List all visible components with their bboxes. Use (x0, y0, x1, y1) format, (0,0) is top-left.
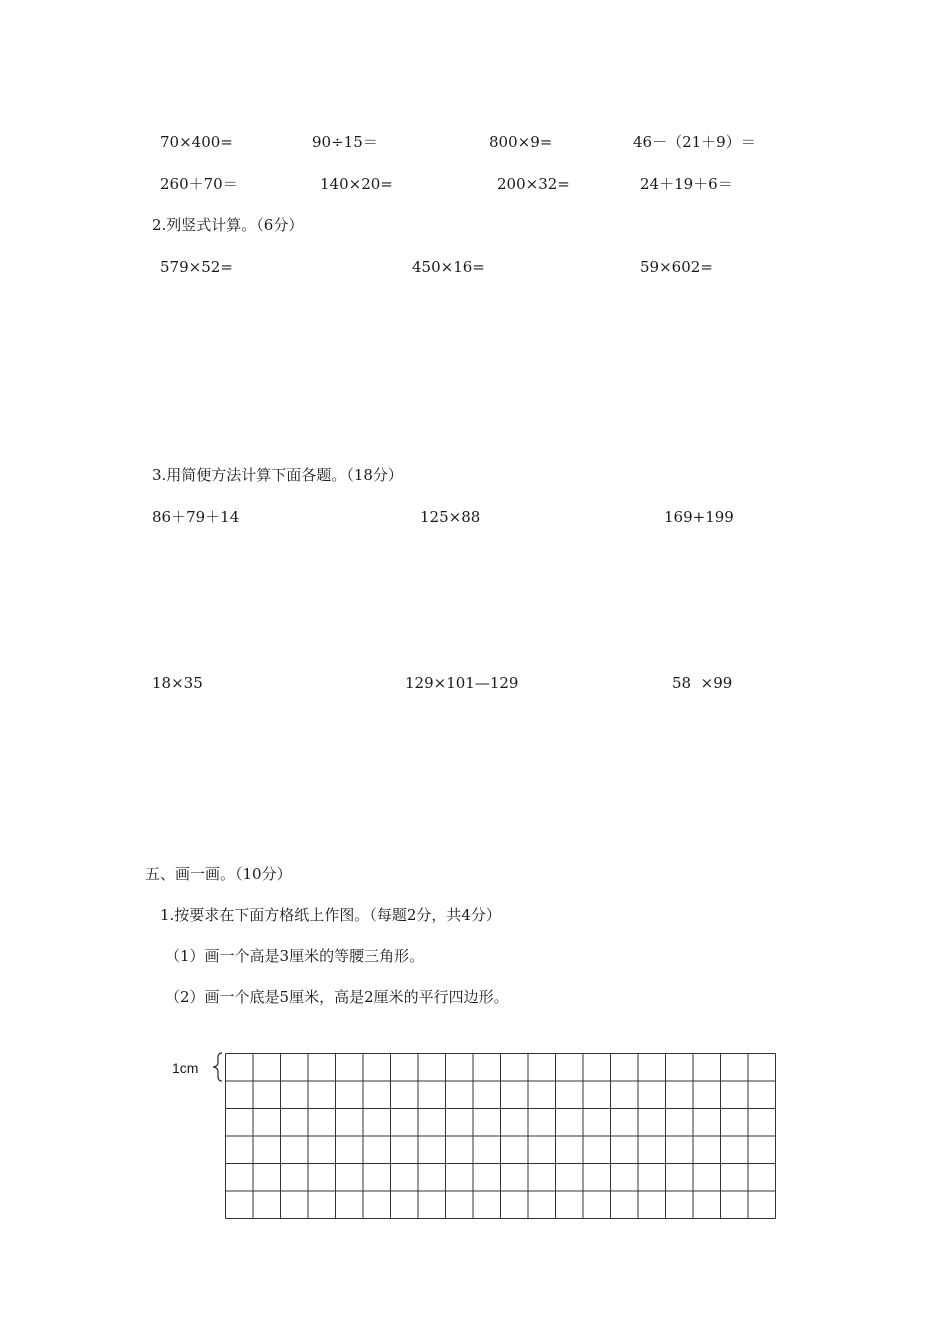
grid-scale-brace (210, 1052, 224, 1082)
part5-sub-1: （1）画一个高是3厘米的等腰三角形。 (165, 947, 425, 965)
oral-calc-1: 70×400= (160, 133, 233, 151)
simplify-problem-2: 125×88 (420, 508, 481, 526)
section3-title: 3.用简便方法计算下面各题。（18分） (152, 466, 403, 484)
oral-calc-7: 200×32= (497, 175, 570, 193)
section2-title: 2.列竖式计算。（6分） (152, 216, 304, 234)
vertical-problem-3: 59×602= (640, 258, 713, 276)
grid-scale-label: 1cm (172, 1060, 199, 1076)
simplify-problem-4: 18×35 (152, 674, 203, 692)
oral-calc-5: 260＋70＝ (160, 175, 238, 193)
oral-calc-4: 46－（21＋9）＝ (633, 133, 756, 151)
simplify-problem-1: 86＋79＋14 (152, 508, 240, 526)
oral-calc-2: 90÷15＝ (312, 133, 378, 151)
oral-calc-3: 800×9= (489, 133, 553, 151)
part5-question-1: 1.按要求在下面方格纸上作图。（每题2分，共4分） (160, 906, 501, 924)
vertical-problem-1: 579×52= (160, 258, 233, 276)
oral-calc-6: 140×20= (320, 175, 393, 193)
simplify-problem-5: 129×101—129 (405, 674, 519, 692)
simplify-problem-3: 169+199 (664, 508, 734, 526)
vertical-problem-2: 450×16= (412, 258, 485, 276)
simplify-problem-6: 58 ×99 (672, 674, 733, 692)
square-grid-paper[interactable] (225, 1053, 777, 1221)
oral-calc-8: 24＋19＋6＝ (640, 175, 733, 193)
part5-sub-2: （2）画一个底是5厘米，高是2厘米的平行四边形。 (165, 988, 509, 1006)
part5-title: 五、画一画。（10分） (145, 865, 292, 883)
